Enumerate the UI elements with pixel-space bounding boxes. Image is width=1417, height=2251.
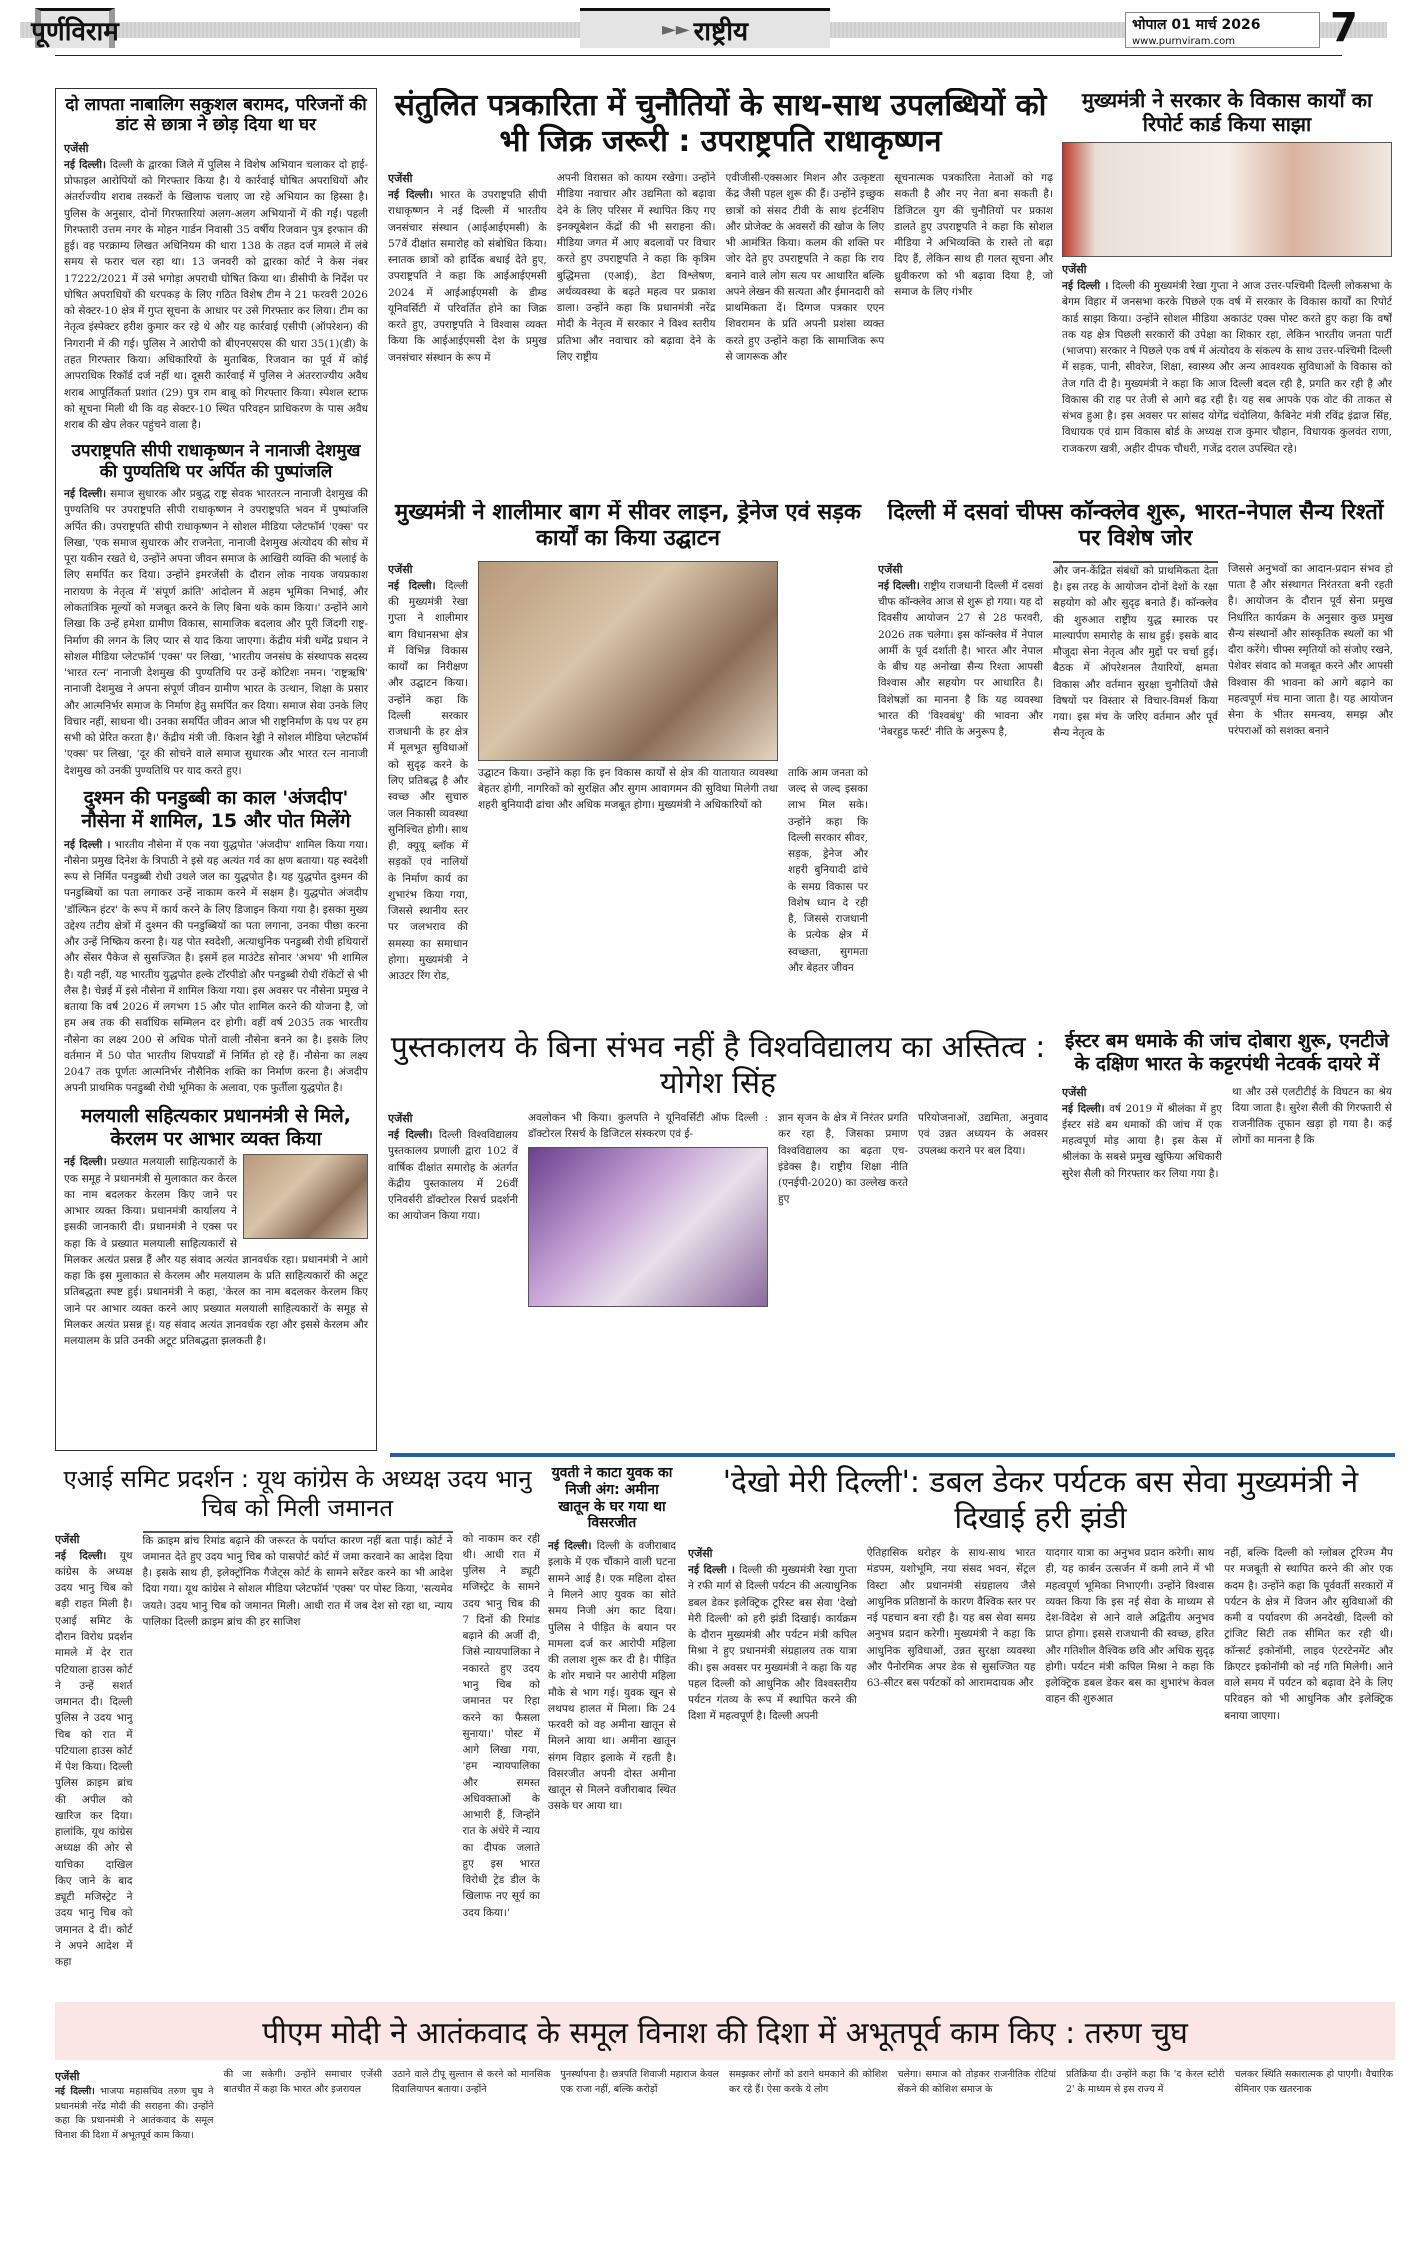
article-easter-blast: [1062, 1030, 1392, 1450]
column-3: ज्ञान सृजन के क्षेत्र में निरंतर प्रगति कर रहा है, जिसका प्रमाण विश्वविद्यालय का बढ़ता एच-इंडेक्स है। राष्ट्रीय शिक्षा नीति (एनईपी-2020) का उल्लेख करते हुए: [778, 1112, 908, 1206]
column-text: और जन-केंद्रित संबंधों को प्राथमिकता देता है। इस तरह के आयोजन दोनों देशों के रक्षा सहयोग को और सुदृढ़ बनाते हैं। कॉन्क्लेव की शुरुआत राष्ट्रीय युद्ध स्मारक पर माल्यार्पण समारोह के साथ हुई। इसके बाद मौजूदा सेना नेतृत्व और मुद्दों पर चर्चा हुई। बैठक में ऑपरेशनल तैयारियों, क्षमता विकास और वर्तमान सुरक्षा चुनौतियों जैसे विषयों पर विस्तार से विचार-विमर्श किया गया। इस मंच के जरिए वर्तमान और पूर्व सैन्य नेतृत्व के: [1053, 564, 1218, 740]
newspaper-logo[interactable]: पूर्णविराम: [35, 8, 115, 48]
column-2: [478, 561, 778, 985]
article-columns: [388, 1110, 1048, 1307]
report-card-release-photo: [1062, 142, 1392, 257]
headline-shalimar[interactable]: मुख्यमंत्री ने शालीमार बाग में सीवर लाइन, ड्रेनेज एवं सड़क कार्यों का किया उद्घाटन: [395, 500, 861, 552]
agency-label: एजेंसी: [388, 172, 413, 185]
article-columns: [878, 561, 1393, 742]
column-3: उठाने वाले टीपू सुल्तान से करने को मानसिक दिवालियापन बताया। उन्होंने: [392, 2069, 551, 2095]
article-columns: [1062, 1084, 1392, 1182]
headline-nanaji[interactable]: उपराष्ट्रपति सीपी राधाकृष्णन ने नानाजी देशमुख की पुण्यतिथि पर अर्पित की पुष्पांजलि: [71, 441, 361, 482]
headline-banner: [55, 2002, 1395, 2060]
article-tarun-chugh: [55, 2068, 1393, 2243]
column-2: अपनी विरासत को कायम रखेगा। उन्होंने मीडिया नवाचार और उद्यमिता को बढ़ावा देने के लिए परिसर में स्थापित किए गए इनक्यूबेशन केंद्रों की भी सराहना की। मीडिया जगत में आए बदलावों पर विचार करते हुए उपराष्ट्रपति ने कहा कि कृत्रिम बुद्धिमत्ता (एआई), डेटा विश्लेषण, अर्थव्यवस्था के बढ़ते महत्व पर प्रकाश डाला। उन्होंने कहा कि प्रधानमंत्री नरेंद्र मोदी के नेतृत्व में सरकार ने विश्व स्तरीय प्रतिभा और नवाचार को बढ़ावा देने के लिए राष्ट्रीय: [556, 172, 716, 363]
article-nanaji: [64, 486, 368, 779]
column-5: समझकर लोगों को डराने धमकाने की कोशिश कर रहे हैं। ऐसा करके ये लोग: [729, 2069, 888, 2095]
left-column: [55, 88, 377, 1451]
headline-vice-president[interactable]: संतुलित पत्रकारिता में चुनौतियों के साथ-साथ उपलब्धियों को भी जिक्र जरूरी : उपराष्ट्रपति राधाकृष्णन: [394, 88, 1047, 159]
dateline-place: नई दिल्ली।: [64, 158, 106, 171]
column-8: चलकर स्थिति सकारात्मक हो पाएगी। वैचारिक सेमिनार एक खतरनाक: [1234, 2069, 1393, 2095]
headline-missing-minors[interactable]: दो लापता नाबालिग सकुशल बरामद, परिजनों की डांट से छात्रा ने छोड़ दिया था घर: [65, 95, 367, 136]
dateline-place: नई दिल्ली ।: [64, 838, 111, 851]
article-vice-president: [388, 88, 1053, 488]
article-dekho-delhi: [688, 1465, 1393, 1995]
article-columns: [388, 170, 1053, 366]
dateline-place: नई दिल्ली।: [388, 1129, 433, 1142]
headline-report-card[interactable]: मुख्यमंत्री ने सरकार के विकास कार्यों का रिपोर्ट कार्ड किया साझा: [1081, 88, 1373, 136]
article-wazirabad: [548, 1465, 676, 1995]
column-3: यादगार यात्रा का अनुभव प्रदान करेगी। साथ ही, यह कार्बन उत्सर्जन में कमी लाने में भी महत्वपूर्ण भूमिका निभाएगी। उन्होंने विश्वास व्यक्त किया कि इस नई सेवा के माध्यम से देश-विदेश से आने वाले अद्वितीय अनुभव प्राप्त होगा। इससे राजधानी की स्वच्छ, हरित और गतिशील वैश्विक छवि और अधिक सुदृढ़ होगी। पर्यटन मंत्री कपिल मिश्रा ने कहा कि इलेक्ट्रिक डबल डेकर बस का शुभारंभ केवल वाहन की शुरुआत: [1045, 1547, 1215, 1706]
headline-dekho-delhi[interactable]: 'देखो मेरी दिल्ली': डबल डेकर पर्यटक बस सेवा मुख्यमंत्री ने दिखाई हरी झंडी: [722, 1465, 1359, 1536]
article-columns: [55, 1531, 540, 1971]
column-text: अवलोकन भी किया। कुलपति ने यूनिवर्सिटी ऑफ दिल्ली : डॉक्टोरल रिसर्च के डिजिटल संस्करण एवं ई-: [528, 1112, 768, 1141]
column-4: सूचनात्मक पत्रकारिता नेताओं को गढ़ सकती है और नए नेता बना सकती है। डिजिटल युग की चुनौतियों पर प्रकाश डालते हुए उपराष्ट्रपति ने कहा कि सोशल मीडिया ने अभिव्यक्ति के रास्ते तो बढ़ा दिए हैं, लेकिन साथ ही गलत सूचना और ध्रुवीकरण को भी बढ़ावा दिया है, जो समाज के लिए गंभीर: [894, 172, 1053, 298]
column-text: दिल्ली विश्वविद्यालय पुस्तकालय प्रणाली द्वारा 102 वें वार्षिक दीक्षांत समारोह के अंतर्गत केंद्रीय पुस्तकालय में 26वीं एनिवर्सरी डॉक्टोरल रिसर्च प्रदर्शनी का आयोजन किया गया।: [388, 1129, 518, 1223]
dateline-place: नई दिल्ली।: [388, 579, 436, 592]
column-3: जिससे अनुभवों का आदान-प्रदान संभव हो पाता है और संस्थागत निरंतरता बनी रहती है। आयोजन के दौरान पूर्व सेना प्रमुख निर्धारित कार्यक्रम के अनुसार कुछ प्रमुख सैन्य संस्थानों और सांस्कृतिक स्थलों का भी दौरा करेंगे। चीफ्स स्मृतियों को संजोए रखने, पेशेवर संवाद को मजबूत करने और आपसी विश्वास की भावना को आगे बढ़ाने का महत्वपूर्ण मंच माना जाता है। यह आयोजन सेना के भीतर समन्वय, समझ और परंपराओं को सशक्त बनाने: [1228, 562, 1393, 738]
column-2: था और उसे एलटीटीई के विघटन का श्रेय दिया जाता है। सुरेश सैली की गिरफ्तारी से राजनीतिक तूफान खड़ा हो गया है। कई लोगों का मानना है कि: [1232, 1085, 1392, 1147]
article-body: दिल्ली के वजीराबाद इलाके में एक चौंकाने वाली घटना सामने आई है। एक महिला दोस्त ने मिलने आए युवक का सोते समय निजी अंग काट दिया। पुलिस ने पीड़ित के बयान पर मामला दर्ज कर आरोपी महिला की तलाश शुरू कर दी है। पीड़ित के शोर मचाने पर आरोपी महिला मौके से भाग गई। युवक खून से लथपथ हालत में मिला। कि 24 फरवरी को वह अमीना खातून से मिलने आया था। अमीना खातून संगम विहार इलाके में रहती है। विसरजीत अपनी दोस्त अमीना खातून से मिलने वजीराबाद स्थित उसके घर आया था।: [548, 1540, 676, 1813]
column-text: भारत के उपराष्ट्रपति सीपी राधाकृष्णन ने नई दिल्ली में भारतीय जनसंचार संस्थान (आईआईएमसी) के 57वें दीक्षांत समारोह को संबोधित किया। स्नातक छात्रों को हार्दिक बधाई देते हुए, उपराष्ट्रपति ने कहा कि आईआईएमसी 2024 में आईआईएमसी के डीम्ड यूनिवर्सिटी में परिवर्तित होने का जिक्र करते हुए, उपराष्ट्रपति ने विश्वास व्यक्त किया कि आईआईएमसी देश के प्रमुख जनसंचार संस्थान के रूप में: [388, 189, 547, 364]
article-malayali: [64, 1154, 368, 1349]
column-1: [55, 2068, 214, 2243]
column-2: [143, 1531, 453, 1971]
website-link[interactable]: www.purnviram.com: [1132, 36, 1235, 47]
column-text: वर्ष 2019 में श्रीलंका में हुए ईस्टर संडे बम धमाकों की जांच में एक महत्वपूर्ण मोड़ आया है। इस केस में श्रीलंका के सबसे प्रमुख खुफिया अधिकारी सुरेश सैली को गिरफ्तार कर लिया गया है।: [1062, 1102, 1222, 1180]
column-text: दिल्ली की मुख्यमंत्री रेखा गुप्ता ने शालीमार बाग विधानसभा क्षेत्र में विभिन्न विकास कार्यों का निरीक्षण और उद्घाटन किया। उन्होंने कहा कि दिल्ली सरकार राजधानी के हर क्षेत्र में मूलभूत सुविधाओं को सुदृढ़ करने के लिए प्रतिबद्ध है और स्वच्छ और सुचारु जल निकासी व्यवस्था सुनिश्चित होगी। साथ ही, क्यूयू ब्लॉक में सड़कों एवं नालियों के निर्माण कार्य का शुभारंभ किया गया, जिससे स्थानीय स्तर पर जलभराव की समस्या का समाधान होगा। मुख्यमंत्री ने आउटर रिंग रोड,: [388, 579, 468, 983]
dateline: भोपाल 01 मार्च 2026: [1132, 17, 1261, 33]
dateline-place: नई दिल्ली।: [548, 1540, 592, 1553]
agency-label: एजेंसी: [55, 2070, 80, 2083]
headline-anjadip[interactable]: दुश्मन की पनडुब्बी का काल 'अंजदीप' नौसेना में शामिल, 15 और पोत मिलेंगे: [81, 786, 351, 832]
column-text: कि क्राइम ब्रांच रिमांड बढ़ाने की जरूरत के पर्याप्त कारण नहीं बता पाई। कोर्ट ने जमानत देते हुए उदय भानु चिब को पासपोर्ट कोर्ट में जमा करवाने का आदेश दिया है। इसके साथ ही, इलेक्ट्रॉनिक गैजेट्स कोर्ट के सामने सरेंडर करने का भी आदेश दिया गया। यूथ कांग्रेस ने सोशल मीडिया प्लेटफॉर्म 'एक्स' पर पोस्ट किया, 'सत्यमेव जयते। उदय भानु चिब को जमानत मिली। आधी रात में जब देश सो रहा था, न्याय पालिका दिल्ली क्राइम ब्रांच की हर साजिश: [142, 1534, 453, 1628]
column-1: [388, 170, 547, 366]
agency-label: एजेंसी: [1062, 263, 1087, 276]
column-1: [388, 561, 468, 985]
column-text: भाजपा महासचिव तरुण चुघ ने प्रधानमंत्री नरेंद्र मोदी की सराहना की। उन्होंने कहा कि प्रधानमंत्री ने आतंकवाद के समूल विनाश की दिशा में अभूतपूर्व काम किया।: [55, 2086, 214, 2142]
headline-chiefs-conclave[interactable]: दिल्ली में दसवां चीफ्स कॉन्क्लेव शुरू, भारत-नेपाल सैन्य रिश्तों पर विशेष जोर: [887, 500, 1384, 552]
masthead: [0, 0, 1417, 50]
article-library: [388, 1030, 1048, 1450]
article-columns: [688, 1545, 1393, 1725]
column-4: परियोजनाओं, उद्यमिता, अनुवाद एवं उन्नत अध्ययन के अवसर उपलब्ध कराने पर बल दिया।: [918, 1112, 1048, 1157]
masthead-rule: [55, 55, 1342, 56]
column-3: ताकि आम जनता को जल्द से जल्द इसका लाभ मिल सके। उन्होंने कहा कि दिल्ली सरकार सीवर, सड़क, ड्रेनेज और शहरी बुनियादी ढांचे के समग्र विकास पर विशेष ध्यान दे रही है, जिससे राजधानी के प्रत्येक क्षेत्र में स्वच्छता, सुगमता और बेहतर जीवन: [788, 766, 868, 974]
column-6: चलेगा। समाज को तोड़कर राजनीतिक रोटियां सेंकने की कोशिश समाज के: [897, 2069, 1056, 2095]
article-chiefs-conclave: [878, 500, 1393, 1015]
article-body-wrap: [1062, 261, 1392, 457]
agency-label: एजेंसी: [388, 1112, 413, 1125]
headline-youth-congress[interactable]: एआई समिट प्रदर्शन : यूथ कांग्रेस के अध्यक्ष उदय भानु चिब को मिली जमानत: [63, 1465, 532, 1522]
article-columns: [388, 561, 868, 985]
column-4: पुनर्स्थापना है। छत्रपति शिवाजी महाराज केवल एक राजा नहीं, बल्कि करोड़ों: [560, 2069, 719, 2095]
agency-label: एजेंसी: [878, 562, 903, 576]
article-body: समाज सुधारक और प्रबुद्ध राष्ट्र सेवक भारतरत्न नानाजी देशमुख की पुण्यतिथि पर उपराष्ट्रपति सीपी राधाकृष्णन ने उपराष्ट्रपति भवन में पुष्पांजलि अर्पित की। उपराष्ट्रपति सीपी राधाकृष्णन ने सोशल मीडिया प्लेटफॉर्म 'एक्स' पर लिखा, 'एक समाज सुधारक और राजनेता, नानाजी देशमुख अंत्योदय की सोच में पूरा यकीन रखते थे, उन्होंने अपना जीवन समाज के आखिरी व्यक्ति की भलाई के लिए समर्पित कर दिया। उन्होंने इमरजेंसी के दौरान लोक नायक जयप्रकाश नारायण के नेतृत्व में 'संपूर्ण क्रांति' आंदोलन में अहम भूमिका निभाई, और लोकतांत्रिक मूल्यों को मजबूत करने के लिए बिना थके काम किया।' उन्होंने आगे लिखा कि उन्हें हमेशा ग्रामीण विकास, सामाजिक बदलाव और पूरी जिंदगी राष्ट्र-निर्माण की लगन के लिए प्यार से याद किया जाएगा। केंद्रीय मंत्री धर्मेंद्र प्रधान ने सोशल मीडिया प्लेटफॉर्म 'एक्स' पर लिखा, 'भारतीय जनसंघ के संस्थापक सदस्य 'भारत रत्न' नानाजी देशमुख की पुण्यतिथि पर उन्हें कोटिशः नमन। 'राष्ट्रऋषि' नानाजी देशमुख ने अपना संपूर्ण जीवन ग्रामीण भारत के उत्थान, शिक्षा के प्रसार और आत्मनिर्भर समाज के निर्माण हेतु समर्पित कर दिया। समाज सेवा उनके लिए विचार नहीं, साधना थी। उनका समर्पित जीवन आज भी राष्ट्रनिर्माण के पथ पर हम सभी को प्रेरित करता है।' केंद्रीय मंत्री जी. किशन रेड्डी ने सोशल मीडिया प्लेटफॉर्म 'एक्स' पर लिखा, 'दूर की सोचने वाले समाज सुधारक और भारत रत्न नानाजी देशमुख को उनकी पुण्यतिथि पर याद करते हुए।: [64, 488, 368, 777]
article-report-card: [1062, 88, 1392, 488]
article-body: भारतीय नौसेना में एक नया युद्धपोत 'अंजदीप' शामिल किया गया। नौसेना प्रमुख दिनेश के त्रिपाठी ने इसे यह अत्यंत गर्व का क्षण बताया। यह स्वदेशी रूप से निर्मित पनडुब्बी रोधी उथले जल का युद्धपोत है। यह युद्धपोत दुश्मन की पनडुब्बियों का पता लगाकर उन्हें नाकाम करने में सक्षम है। युद्धपोत अंजदीप 'डॉल्फिन हंटर' के रूप में कार्य करने के लिए डिजाइन किया गया है। इसका मुख्य उद्देश्य तटीय क्षेत्रों में दुश्मन की पनडुब्बियों का पता लगाना, उनका पीछा करना और उन्हें निष्क्रिय करना है। यह पोत स्वदेशी, अत्याधुनिक पनडुब्बी रोधी हथियारों और सेंसर पैकेज से सुसज्जित है। इसमें हल माउंटेड सोनार 'अभय' भी शामिल है। यही नहीं, यह भारतीय युद्धपोत हल्के टॉरपीडो और पनडुब्बी रोधी रॉकेटों से भी लैस है। चेन्नई में इसे नौसेना में शामिल किया गया। इस अवसर पर नौसेना प्रमुख ने बताया कि वर्ष 2026 में लगभग 15 और पोत शामिल करने की योजना है, जो हम अब तक की सर्वाधिक सम्मिलन दर होगी। वहीं वर्ष 2035 तक भारतीय नौसेना का लक्ष्य 200 से अधिक पोतों वाली नौसेना बनने का है। इसके लिए वर्तमान में 50 पोत भारतीय शिपयार्डों में निर्मित हो रहे हैं। नौसेना का लक्ष्य 2047 तक पूर्णतः आत्मनिर्भर नौसैनिक शक्ति का निर्माण करना है। अंजदीप अपनी प्राथमिक पनडुब्बी रोधी भूमिका के अलावा, एक फुर्तीला युद्धपोत है।: [64, 838, 368, 1095]
column-1: [55, 1531, 133, 1971]
article-body: दिल्ली की मुख्यमंत्री रेखा गुप्ता ने आज उत्तर-पश्चिमी दिल्ली लोकसभा के बेगम विहार में जनसभा करके पिछले एक वर्ष में सरकार के विकास कार्यों का रिपोर्ट कार्ड साझा किया। उन्होंने सोशल मीडिया अकाउंट एक्स पोस्ट करते हुए कहा कि वर्षों तक यह क्षेत्र पिछली सरकारों की उपेक्षा का शिकार रहा, लेकिन भारतीय जनता पार्टी (भाजपा) सरकार ने पिछले एक वर्ष में अंत्योदय के संकल्प के साथ उत्तर-पश्चिमी दिल्ली में सड़क, पानी, सीवरेज, शिक्षा, स्वास्थ्य और अन्य आवश्यक सुविधाओं के विकास को तेज गति दी है। मुख्यमंत्री ने कहा कि आज दिल्ली बदल रही है, प्रगति कर रही है और विकास की राह पर तेजी से आगे बढ़ रही है। यह सब आपके एक वोट की ताकत से संभव हुआ है। इस अवसर पर सांसद योगेंद्र चंदोलिया, कैबिनेट मंत्री रविंद्र इंद्राज सिंह, विधायक एवं ग्राम विकास बोर्ड के अध्यक्ष राज कुमार चौहान, विधायक कुलवंत राणा, राजकरण खत्री, अहीर दीपक चौधरी, गजेंद्र दराल उपस्थित रहे।: [1062, 280, 1392, 455]
agency-label: एजेंसी: [688, 1547, 713, 1560]
column-3: को नाकाम कर रही थी। आधी रात में पुलिस ने ड्यूटी मजिस्ट्रेट के सामने उदय भानु चिब की 7 दिनों की रिमांड बढ़ाने की अर्जी दी, जिसे न्यायपालिका ने नकारते हुए उदय भानु चिब को जमानत पर रिहा करने का फैसला सुनाया।' पोस्ट में आगे लिखा गया, 'हम न्यायपालिका और समस्त अधिवक्ताओं के आभारी हैं, जिन्होंने रात के अंधेरे में न्याय का दीपक जलाते हुए इस भारत विरोधी ट्रेड डील के खिलाफ नए सूर्य का उदय किया।': [462, 1532, 540, 1919]
headline-tarun-chugh[interactable]: पीएम मोदी ने आतंकवाद के समूल विनाश की दिशा में अभूतपूर्व काम किए : तरुण चुघ: [262, 2015, 1188, 2051]
conclave-meeting-photo: [1053, 561, 1218, 563]
column-text: ऐतिहासिक धरोहर के साथ-साथ भारत मंडपम, यशोभूमि, नया संसद भवन, सेंट्रल विस्टा और प्रधानमंत्री संग्रहालय जैसे आधुनिक प्रतिष्ठानों के कारण वैश्विक स्तर पर नई पहचान बना रही है। यह बस सेवा समग्र अनुभव प्रदान करेगी। मुख्यमंत्री ने कहा कि आधुनिक सुविधाओं, उन्नत सुरक्षा व्यवस्था और पैनोरमिक अपर डेक से सुसज्जित यह 63-सीटर बस पर्यटकों को आरामदायक और: [866, 1547, 1036, 1690]
column-3: एवीजीसी-एक्सआर मिशन और उत्कृष्टता केंद्र जैसी पहल शुरू की हैं। उन्होंने इच्छुक छात्रों को संसद टीवी के साथ इंटर्नशिप और प्रोजेक्ट के अवसरों की खोज के लिए भी आमंत्रित किया। कलम की शक्ति पर जोर देते हुए उपराष्ट्रपति ने कहा कि राय बनाने वाले लोग सत्य पर आधारित बल्कि अपने लेखन की सत्यता और ईमानदारी को प्राथमिकता दें। दिग्गज पत्रकार एएन शिवरामन के प्रति अपनी प्रशंसा व्यक्त करते हुए उन्होंने कहा कि सामाजिक रूप से जागरूक और: [725, 172, 885, 363]
headline-library[interactable]: पुस्तकालय के बिना संभव नहीं है विश्वविद्यालय का अस्तित्व : योगेश सिंह: [390, 1030, 1046, 1101]
article-body-wrap: [548, 1538, 676, 1815]
dateline-place: नई दिल्ली।: [64, 1156, 107, 1169]
article-body: प्रख्यात मलयाली साहित्यकारों के एक समूह ने प्रधानमंत्री से मुलाकात कर केरल का नाम बदलकर केरलम किए जाने पर आभार व्यक्त किया। प्रधानमंत्री कार्यालय ने इसकी जानकारी दी। प्रधानमंत्री ने एक्स पर कहा कि वे प्रख्यात मलयाली साहित्यकारों से मिलकर अत्यंत प्रसन्न हैं और यह संवाद अत्यंत ज्ञानवर्धक रहा। प्रधानमंत्री ने आगे कहा कि इस मुलाकात से केरलम और मलयालम के प्रति साहित्यकारों की अटूट प्रतिबद्धता स्पष्ट हुई। प्रधानमंत्री ने कहा, 'केरल का नाम बदलकर केरलम किए जाने पर आभार व्यक्त करने आए प्रख्यात मलयाली साहित्यकारों के समूह से मिलकर अत्यंत प्रसन्न हूं। यह संवाद अत्यंत ज्ञानवर्धक रहा और इससे केरलम और मलयालम के प्रति उनकी अटूट प्रतिबद्धता झलकती है।: [64, 1156, 368, 1348]
dateline-place: नई दिल्ली।: [55, 2086, 95, 2098]
dateline-place: नई दिल्ली।: [1062, 1102, 1105, 1115]
headline-easter-blast[interactable]: ईस्टर बम धमाके की जांच दोबारा शुरू, एनटीजे के दक्षिण भारत के कट्टरपंथी नेटवर्क दायरे में: [1065, 1030, 1389, 1075]
library-convocation-photo: [528, 1147, 768, 1307]
agency-label: एजेंसी: [55, 1532, 80, 1546]
column-2: [867, 1545, 1036, 1725]
double-arrow-icon: ►►: [661, 19, 690, 40]
column-2: की जा सकेगी। उन्होंने समाचार एजेंसी बातचीत में कहा कि भारत और इजरायल: [223, 2069, 382, 2095]
agency-label: एजेंसी: [388, 562, 413, 576]
dateline-place: नई दिल्ली।: [878, 579, 920, 592]
section-name: राष्ट्रीय: [693, 16, 749, 47]
inauguration-photo: [478, 561, 778, 761]
dateline-place: नई दिल्ली ।: [688, 1564, 735, 1577]
article-youth-congress: [55, 1465, 540, 1995]
headline-wazirabad[interactable]: युवती ने काटा युवक का निजी अंग: अमीना खातून के घर गया था विसरजीत: [551, 1465, 673, 1532]
article-body: दिल्ली के द्वारका जिले में पुलिस ने विशेष अभियान चलाकर दो हाई-प्रोफाइल आरोपियों को गिरफ्तार किया है। ये कार्रवाई घोषित अपराधियों और अंतर्राज्यीय शराब तस्करों के खिलाफ चलाए जा रहे अभियान का हिस्सा है। पुलिस के अनुसार, दोनों गिरफ्तारियां अलग-अलग अभियानों में की गईं। पहली गिरफ्तारी उत्तम नगर के मोहन गार्डन निवासी 35 वर्षीय रिजवान पुत्र इरफान की हुई। वह परक्राम्य लिखत अधिनियम की धारा 138 के तहत दर्ज मामले में लंबे समय से फरार चल रहा था। 13 जनवरी को द्वारका कोर्ट ने केस नंबर 17222/2021 में उसे भगोड़ा अपराधी घोषित किया था। डीसीपी के निर्देश पर घोषित अपराधियों की धरपकड़ के लिए गठित विशेष टीम ने 21 फरवरी 2026 को सेक्टर-10 क्षेत्र में गुप्त सूचना के आधार पर उसे गिरफ्तार कर लिया। टीम का नेतृत्व इंस्पेक्टर हरीश कुमार कर रहे थे और यह कार्रवाई एसीपी (ऑपरेशन) की निगरानी में की गई। पुलिस ने आरोपी को बीएनएसएस की धारा 35(1)(डी) के तहत गिरफ्तार किया। अधिकारियों के मुताबिक, रिजवान का पूर्व में कोई आपराधिक रिकॉर्ड दर्ज नहीं था। दूसरी कार्रवाई में पुलिस ने अंतरराज्यीय अवैध शराब आपूर्तिकर्ता प्रशांत (29) पुत्र राम बाबू को गिरफ्तार किया। स्पेशल स्टाफ को सूचना मिली थी कि वह सेक्टर-10 स्थित परिवहन प्राधिकरण के पास अवैध शराब की खेप लेकर पहुंचने वाला है।: [64, 158, 368, 432]
article-missing-minors: [64, 140, 368, 434]
dateline-place: नई दिल्ली।: [388, 189, 433, 202]
dateline-box: [1125, 12, 1320, 48]
article-shalimar: [388, 500, 868, 1015]
section-label: [580, 8, 830, 48]
pm-meeting-writers-photo: [243, 1154, 368, 1239]
column-2: [528, 1110, 768, 1307]
agency-label: एजेंसी: [1062, 1085, 1087, 1099]
column-7: प्रतिक्रिया दी। उन्होंने कहा कि 'द केरल स्टोरी 2' के माध्यम से इस राज्य में: [1066, 2069, 1225, 2095]
column-text: उद्घाटन किया। उन्होंने कहा कि इन विकास कार्यों से क्षेत्र की यातायात व्यवस्था बेहतर होगी, नागरिकों को सुरक्षित और सुगम आवागमन की सुविधा मिलेगी तथा शहरी बुनियादी ढांचा और अधिक मजबूत होगा। मुख्यमंत्री ने अधिकारियों को: [478, 766, 778, 812]
dateline-place: नई दिल्ली।: [64, 488, 107, 501]
page-number: 7: [1330, 5, 1358, 51]
dateline-place: नई दिल्ली।: [55, 1549, 107, 1562]
column-text: यूथ कांग्रेस के अध्यक्ष उदय भानु चिब को बड़ी राहत मिली है। एआई समिट के दौरान विरोध प्रदर्शन मामले में देर रात पटियाला हाउस कोर्ट ने उन्हें सशर्त जमानत दी। दिल्ली पुलिस ने उदय भानु चिब को रात में पटियाला हाउस कोर्ट में पेश किया। दिल्ली पुलिस क्राइम ब्रांच की अपील को खारिज कर दिया। हालांकि, यूथ कांग्रेस अध्यक्ष की ओर से याचिका दाखिल किए जाने के बाद ड्यूटी मजिस्ट्रेट ने उदय भानु चिब को जमानत दे दी। कोर्ट ने अपने आदेश में कहा: [55, 1549, 133, 1969]
youth-congress-group-photo: [143, 1531, 453, 1533]
column-2: [1053, 561, 1218, 742]
column-text: राष्ट्रीय राजधानी दिल्ली में दसवां चीफ कॉन्क्लेव आज से शुरू हो गया। यह दो दिवसीय आयोजन 27 से 28 फरवरी, 2026 तक चलेगा। इस कॉन्क्लेव में नेपाल आर्मी के पूर्व दर्शाती है। भारत और नेपाल के बीच यह अनोखा सैन्य रिश्ता आपसी विश्वास और सहयोग पर आधारित है। विशेषज्ञों का मानना है कि यह व्यवस्था भारत की 'विश्वबंधु' की भावना और 'नेबरहुड फर्स्ट' नीति के अनुरूप है,: [878, 579, 1043, 739]
column-4: नहीं, बल्कि दिल्ली को ग्लोबल टूरिज्म मैप पर मजबूती से स्थापित करने की ओर एक कदम है। उन्होंने कहा कि पूर्ववर्ती सरकारों में पर्यटन के क्षेत्र में विजन और सुविधाओं की कमी व पर्यावरण की अनदेखी, दिल्ली को ट्रांजिट सिटी तक सीमित कर रही थी। कॉन्सर्ट इकोनॉमी, लाइव एंटरटेनमेंट और क्रिएटर इकोनॉमी को नई गति मिलेगी। आने वाले समय में पर्यटन को बढ़ावा देने के लिए परिवहन को भी आधुनिक और इलेक्ट्रिक बनाया जाएगा।: [1224, 1547, 1393, 1722]
column-1: [1062, 1084, 1222, 1182]
dateline-place: नई दिल्ली ।: [1062, 280, 1109, 293]
article-anjadip: [64, 837, 368, 1097]
column-1: [688, 1545, 857, 1725]
column-1: [878, 561, 1043, 742]
agency-label: एजेंसी: [64, 141, 89, 155]
column-text: दिल्ली की मुख्यमंत्री रेखा गुप्ता ने रफी मार्ग से दिल्ली पर्यटन की अत्याधुनिक डबल डेकर इलेक्ट्रिक टूरिस्ट बस सेवा 'देखो मेरी दिल्ली' को हरी झंडी दिखाई। कार्यक्रम के दौरान मुख्यमंत्री और पर्यटन मंत्री कपिल मिश्रा ने हुए प्रधानमंत्री संग्रहालय तक यात्रा की। इस अवसर पर मुख्यमंत्री ने कहा कि यह पहल दिल्ली को आधुनिक और विश्वस्तरीय पर्यटन गंतव्य के रूप में स्थापित करने की दिशा में महत्वपूर्ण है। दिल्ली अपनी: [688, 1564, 857, 1723]
column-1: [388, 1110, 518, 1307]
section-divider: [390, 1453, 1395, 1457]
headline-malayali[interactable]: मलयाली सहित्यकार प्रधानमंत्री से मिले, केरलम पर आभार व्यक्त किया: [80, 1104, 352, 1150]
